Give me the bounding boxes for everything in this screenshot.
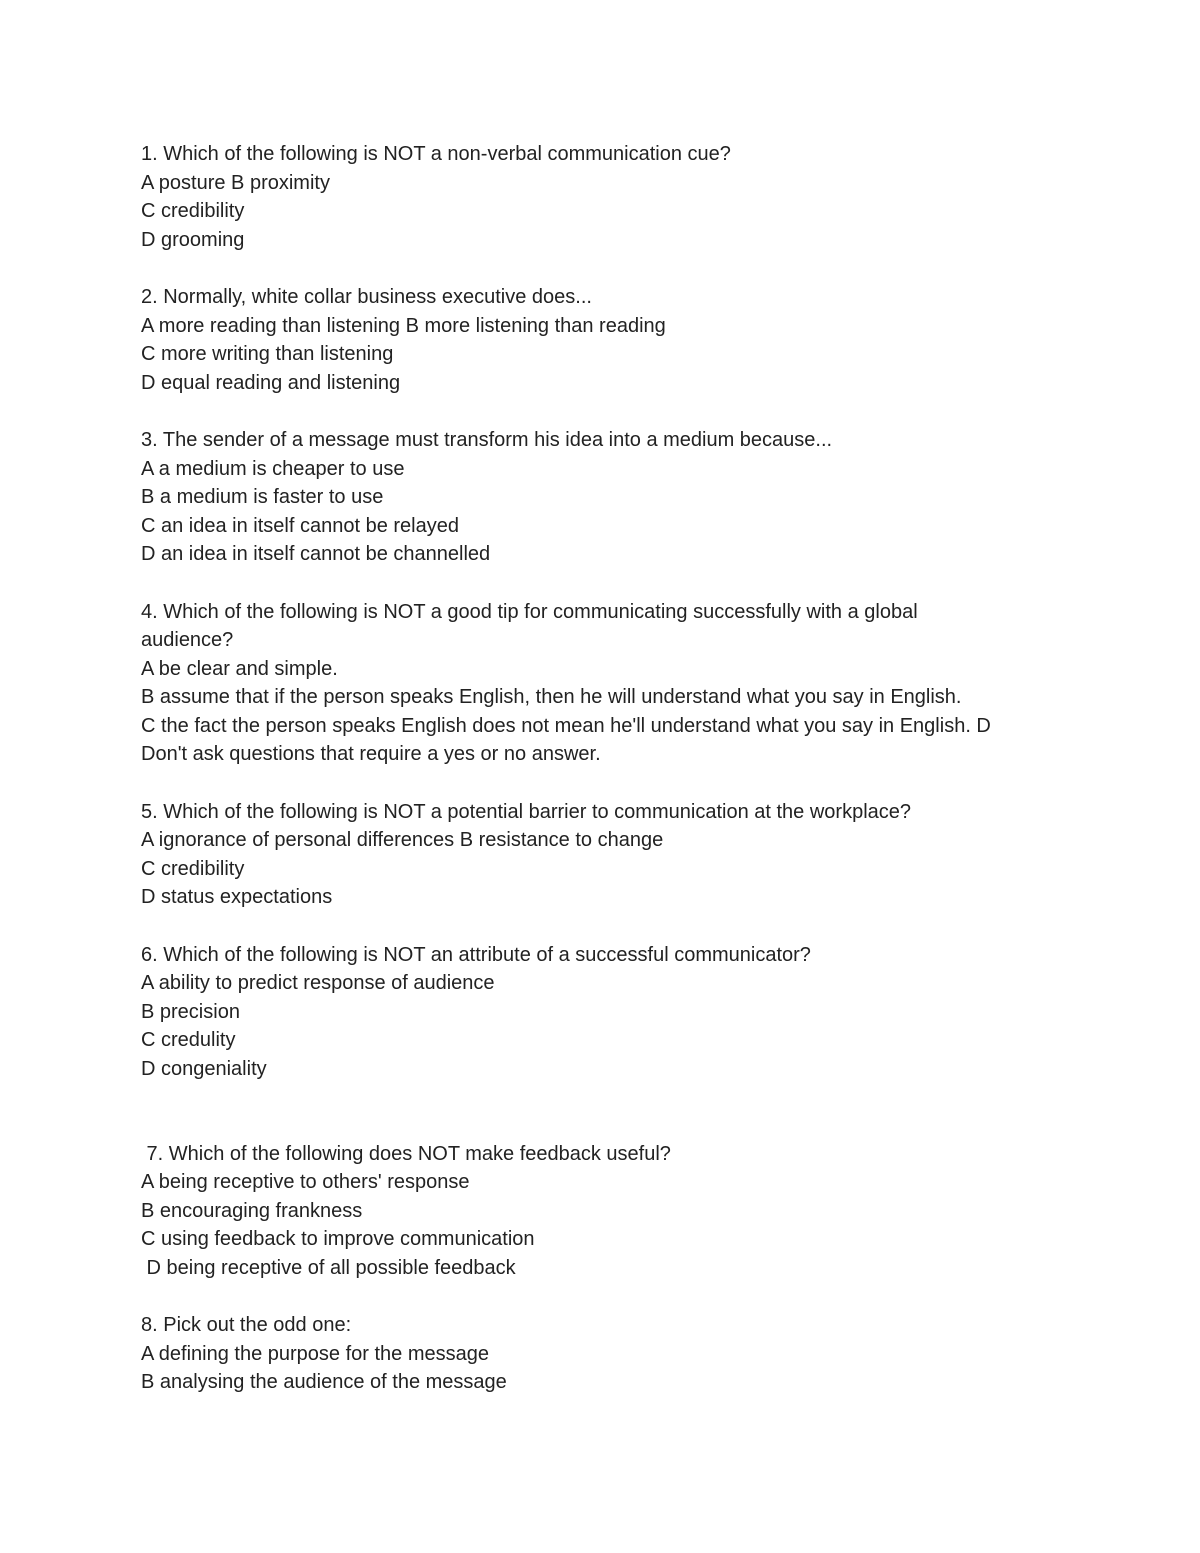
spacer [141, 397, 1101, 426]
answer-option: C credibility [141, 857, 245, 880]
question-text: 3. The sender of a message must transform his idea into a medium because... [141, 428, 833, 451]
answer-option: A a medium is cheaper to use [141, 457, 405, 480]
answer-option: D congeniality [141, 1058, 267, 1080]
answer-option: C more writing than listening [141, 343, 394, 366]
answer-option: B a medium is faster to use [141, 486, 384, 509]
answer-option: A ignorance of personal differences B resistance to change [141, 829, 664, 852]
answer-option: B encouraging frankness [141, 1199, 363, 1222]
question-1 [141, 140, 1101, 254]
answer-option: C an idea in itself cannot be relayed [141, 514, 459, 537]
question-7 [141, 1140, 1101, 1283]
answer-option: A defining the purpose for the message [141, 1342, 490, 1365]
spacer [141, 569, 1101, 598]
spacer [141, 912, 1101, 941]
spacer [141, 769, 1101, 798]
answer-option: D grooming [141, 228, 245, 251]
answer-option: A be clear and simple. [141, 657, 338, 680]
answer-option: C using feedback to improve communication [141, 1228, 535, 1251]
answer-option: A more reading than listening B more listening than reading [141, 314, 666, 337]
spacer [141, 254, 1101, 283]
question-text: 4. Which of the following is NOT a good tip for communicating successfully with a global [141, 600, 918, 623]
question-5 [141, 798, 1101, 912]
answer-option: D an idea in itself cannot be channelled [141, 543, 491, 566]
answer-option: B analysing the audience of the message [141, 1371, 507, 1394]
answer-option: A ability to predict response of audience [141, 972, 495, 995]
question-text: 5. Which of the following is NOT a potential barrier to communication at the workplace? [141, 800, 911, 823]
question-6 [141, 941, 1101, 1084]
answer-option: A being receptive to others' response [141, 1171, 470, 1194]
question-text: 7. Which of the following does NOT make feedback useful? [141, 1142, 671, 1165]
answer-option: D status expectations [141, 886, 333, 909]
spacer [141, 1084, 1101, 1140]
question-text: 2. Normally, white collar business executive does... [141, 285, 592, 308]
answer-option: C credulity [141, 1029, 236, 1052]
question-text: 8. Pick out the odd one: [141, 1314, 352, 1337]
answer-option: D equal reading and listening [141, 371, 401, 394]
question-8 [141, 1311, 1101, 1397]
question-text: 6. Which of the following is NOT an attribute of a successful communicator? [141, 943, 811, 966]
answer-option: B assume that if the person speaks English, then he will understand what you say in English. [141, 686, 962, 709]
spacer [141, 1283, 1101, 1312]
answer-option: D being receptive of all possible feedback [141, 1256, 516, 1279]
question-text: 1. Which of the following is NOT a non-verbal communication cue? [141, 143, 731, 165]
question-4 [141, 598, 1101, 770]
document-page [141, 140, 1101, 1397]
question-text-continued: audience? [141, 629, 234, 652]
answer-option: Don't ask questions that require a yes or no answer. [141, 743, 601, 766]
answer-option: C the fact the person speaks English does not mean he'll understand what you say in English. D [141, 714, 991, 737]
question-2 [141, 283, 1101, 397]
answer-option: C credibility [141, 200, 245, 223]
answer-option: B precision [141, 1000, 240, 1023]
answer-option: A posture B proximity [141, 171, 330, 194]
question-3 [141, 426, 1101, 569]
